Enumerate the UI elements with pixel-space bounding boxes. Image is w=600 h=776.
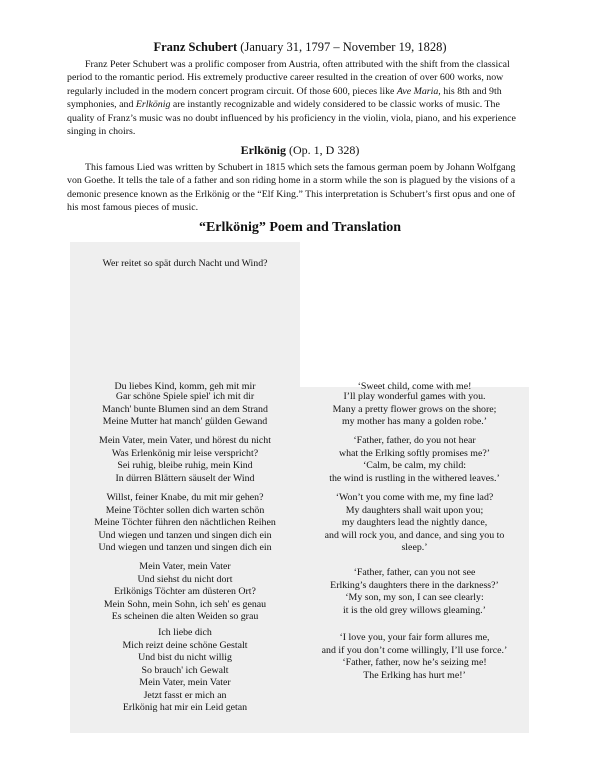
poem-first-line: Wer reitet so spät durch Nacht und Wind? xyxy=(102,258,268,269)
poem-line: Manch' bunte Blumen sind an dem Strand xyxy=(102,403,268,415)
composer-heading xyxy=(0,40,600,55)
poem-line: Mich reizt deine schöne Gestalt xyxy=(122,639,248,651)
poem-line: ‘Father, father, do you not hear xyxy=(353,435,476,446)
poem-line: Erlkönig hat mir ein Leid getan xyxy=(122,702,248,713)
poem-line: The Erlking has hurt me!’ xyxy=(363,669,466,681)
piece-opus: (Op. 1, D 328) xyxy=(289,143,360,157)
poem-line: ‘Father, father, now he’s seizing me! xyxy=(342,657,487,668)
bio-text-3: are instantly recognizable and widely considered to be classic works of music. The quality of Franz’s music was no doubt influenced by his proficiency in the violin, viola, piano, and his experience singing in choirs. xyxy=(67,99,516,138)
german-stanza-4 xyxy=(70,561,300,624)
german-stanza-5 xyxy=(70,627,300,715)
poem-line: I’ll play wonderful games with you. xyxy=(343,391,486,402)
poem-line: sleep.’ xyxy=(401,542,428,553)
poem-line: what the Erlking softly promises me?’ xyxy=(338,447,491,459)
piece-heading xyxy=(0,143,600,158)
poem-line: Und bist du nicht willig xyxy=(138,652,232,663)
piece-title: Erlkönig xyxy=(240,143,287,157)
poem-line: Mein Vater, mein Vater xyxy=(139,561,231,572)
poem-line: my daughters lead the nightly dance, xyxy=(341,517,488,528)
german-clipped-text: Du liebes Kind, komm, geh mit mir xyxy=(114,381,256,392)
poem-line: Was Erlenkönig mir leise verspricht? xyxy=(111,447,259,459)
german-stanza-1 xyxy=(70,391,300,429)
poem-line: Ich liebe dich xyxy=(158,627,212,638)
german-stanza-2 xyxy=(70,435,300,485)
poem-line: Willst, feiner Knabe, du mit mir gehen? xyxy=(106,492,264,503)
poem-line: and will rock you, and dance, and sing you to xyxy=(324,529,505,541)
bio-text-2: his 8th and 9th symphonies, and xyxy=(67,85,502,111)
poem-line: Es scheinen die alten Weiden so grau xyxy=(111,611,259,622)
poem-line: Erlkönigs Töchter am düsteren Ort? xyxy=(114,586,256,597)
composer-name: Franz Schubert xyxy=(153,40,238,54)
poem-line: the wind is rustling in the withered leaves.’ xyxy=(329,472,500,484)
poem-line: So brauch' ich Gewalt xyxy=(141,664,229,676)
poem-line: Many a pretty flower grows on the shore; xyxy=(332,403,497,415)
poem-line: Gar schöne Spiele spiel' ich mit dir xyxy=(115,391,255,402)
english-stanza-5 xyxy=(300,632,529,682)
poem-line: Meine Töchter führen den nächtlichen Reihen xyxy=(94,517,276,528)
german-stanza-3 xyxy=(70,492,300,555)
poem-line: Und siehst du nicht dort xyxy=(137,573,233,585)
english-stanza-3 xyxy=(300,492,529,555)
piece-description-text: This famous Lied was written by Schubert in 1815 which sets the famous german poem by Johann Wolfgang von Goethe. It tells the tale of a father and son riding home in a storm while the son is plagued by the visions of a demonic presence known as the Erlkönig or the “Elf King.” This interpretation is Schubert’s first opus and one of his most famous pieces of music. xyxy=(67,162,516,214)
poem-line: and if you don’t come willingly, I’ll use force.’ xyxy=(321,644,508,656)
bio-erlkonig: Erlkönig xyxy=(135,99,171,111)
poem-line: My daughters shall wait upon you; xyxy=(345,504,484,516)
poem-line: Erlking’s daughters there in the darkness?’ xyxy=(330,579,499,591)
poem-heading: “Erlkönig” Poem and Translation xyxy=(198,220,402,235)
bio-paragraph xyxy=(67,58,529,138)
poem-line: ‘My son, my son, I can see clearly: xyxy=(345,592,484,603)
english-stanza-2 xyxy=(300,435,529,485)
piece-description xyxy=(67,161,529,215)
poem-line: ‘Father, father, can you not see xyxy=(353,567,476,578)
english-stanza-1 xyxy=(300,391,529,429)
english-clipped-text: ‘Sweet child, come with me! xyxy=(357,381,472,392)
poem-line: Und wiegen und tanzen und singen dich ein xyxy=(98,529,272,541)
poem-line: my mother has many a golden robe.’ xyxy=(341,416,488,427)
english-stanza-4 xyxy=(300,567,529,617)
composer-dates: (January 31, 1797 – November 19, 1828) xyxy=(240,40,447,54)
poem-line: Mein Vater, mein Vater, und hörest du nicht xyxy=(99,435,271,446)
poem-line: Mein Vater, mein Vater xyxy=(139,677,231,688)
poem-line: ‘Calm, be calm, my child: xyxy=(362,460,467,471)
poem-line: Jetzt fasst er mich an xyxy=(143,689,227,701)
poem-line: ‘Won’t you come with me, my fine lad? xyxy=(335,492,494,503)
bio-text-1: Franz Peter Schubert was a prolific composer from Austria, often attributed with the shift from the classical period to the romantic period. His extremely productive career resulted in the creation of over 600 works, now regularly included in the modern concert program circuit. Of those 600, pieces like xyxy=(67,59,510,97)
poem-line: Sei ruhig, bleibe ruhig, mein Kind xyxy=(117,460,253,471)
poem-line: Meine Mutter hat manch' gülden Gewand xyxy=(102,416,268,427)
bio-ave-maria: Ave Maria, xyxy=(396,85,441,97)
poem-line: Mein Sohn, mein Sohn, ich seh' es genau xyxy=(103,598,267,610)
poem-line: ‘I love you, your fair form allures me, xyxy=(339,632,490,643)
poem-line: Meine Töchter sollen dich warten schön xyxy=(105,504,265,516)
poem-line: In dürren Blättern säuselt der Wind xyxy=(115,472,255,484)
poem-line: it is the old grey willows gleaming.’ xyxy=(343,604,486,616)
poem-line: Und wiegen und tanzen und singen dich ein xyxy=(98,542,272,553)
